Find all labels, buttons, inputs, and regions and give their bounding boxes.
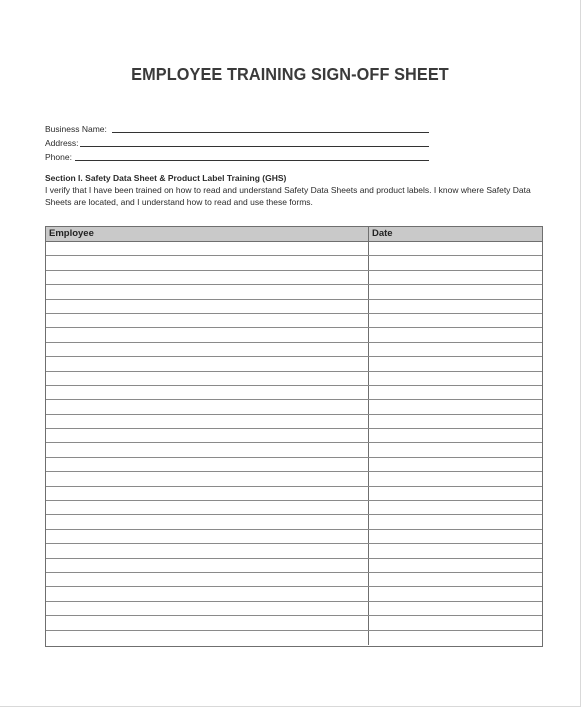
date-cell[interactable]: [369, 328, 542, 341]
table-row: [46, 314, 542, 328]
business-name-label: Business Name:: [45, 124, 107, 134]
address-field: [45, 136, 445, 150]
date-cell[interactable]: [369, 602, 542, 615]
date-cell[interactable]: [369, 429, 542, 442]
section-one: [45, 172, 550, 208]
date-cell[interactable]: [369, 573, 542, 586]
date-cell[interactable]: [369, 357, 542, 370]
phone-label: Phone:: [45, 152, 72, 162]
employee-cell[interactable]: [46, 602, 369, 615]
table-row: [46, 501, 542, 515]
employee-cell[interactable]: [46, 256, 369, 269]
table-row: [46, 400, 542, 414]
date-cell[interactable]: [369, 415, 542, 428]
phone-field: [45, 150, 445, 164]
employee-cell[interactable]: [46, 429, 369, 442]
date-cell[interactable]: [369, 501, 542, 514]
date-cell[interactable]: [369, 400, 542, 413]
employee-cell[interactable]: [46, 415, 369, 428]
date-cell[interactable]: [369, 314, 542, 327]
table-row: [46, 357, 542, 371]
address-label: Address:: [45, 138, 79, 148]
employee-cell[interactable]: [46, 530, 369, 543]
table-row: [46, 530, 542, 544]
table-body: [46, 242, 542, 645]
table-row: [46, 602, 542, 616]
date-cell[interactable]: [369, 515, 542, 528]
date-cell[interactable]: [369, 631, 542, 645]
employee-cell[interactable]: [46, 501, 369, 514]
employee-cell[interactable]: [46, 372, 369, 385]
employee-cell[interactable]: [46, 242, 369, 255]
date-cell[interactable]: [369, 285, 542, 298]
date-cell[interactable]: [369, 458, 542, 471]
date-cell[interactable]: [369, 386, 542, 399]
employee-cell[interactable]: [46, 631, 369, 645]
employee-cell[interactable]: [46, 573, 369, 586]
table-row: [46, 573, 542, 587]
business-info-fields: [45, 122, 445, 164]
date-cell[interactable]: [369, 587, 542, 600]
phone-line[interactable]: [75, 160, 429, 161]
table-row: [46, 544, 542, 558]
date-cell[interactable]: [369, 372, 542, 385]
table-header: [46, 227, 542, 242]
employee-cell[interactable]: [46, 300, 369, 313]
table-row: [46, 328, 542, 342]
table-row: [46, 487, 542, 501]
employee-cell[interactable]: [46, 400, 369, 413]
date-cell[interactable]: [369, 343, 542, 356]
date-cell[interactable]: [369, 616, 542, 629]
table-row: [46, 472, 542, 486]
employee-cell[interactable]: [46, 343, 369, 356]
signoff-table: [45, 226, 543, 647]
table-row: [46, 429, 542, 443]
table-row: [46, 343, 542, 357]
employee-column-header: Employee: [46, 227, 369, 241]
table-row: [46, 271, 542, 285]
employee-cell[interactable]: [46, 314, 369, 327]
employee-cell[interactable]: [46, 487, 369, 500]
employee-cell[interactable]: [46, 544, 369, 557]
address-line[interactable]: [80, 146, 429, 147]
date-cell[interactable]: [369, 559, 542, 572]
employee-cell[interactable]: [46, 458, 369, 471]
table-row: [46, 300, 542, 314]
section-paragraph: I verify that I have been trained on how to read and understand Safety Data Sheets and product labels. I know where Safety Data Sheets are located, and I understand how to read and use these forms.: [45, 185, 531, 207]
table-row: [46, 616, 542, 630]
table-row: [46, 386, 542, 400]
employee-cell[interactable]: [46, 443, 369, 456]
table-row: [46, 443, 542, 457]
employee-cell[interactable]: [46, 357, 369, 370]
table-row: [46, 285, 542, 299]
date-cell[interactable]: [369, 256, 542, 269]
page-title: EMPLOYEE TRAINING SIGN-OFF SHEET: [131, 64, 449, 84]
table-row: [46, 587, 542, 601]
date-column-header: Date: [372, 228, 393, 239]
date-cell[interactable]: [369, 487, 542, 500]
table-row: [46, 458, 542, 472]
employee-cell[interactable]: [46, 472, 369, 485]
business-name-line[interactable]: [112, 132, 429, 133]
employee-cell[interactable]: [46, 285, 369, 298]
employee-cell[interactable]: [46, 559, 369, 572]
date-cell[interactable]: [369, 300, 542, 313]
section-heading: Section I. Safety Data Sheet & Product Label Training (GHS): [45, 173, 287, 183]
table-row: [46, 242, 542, 256]
employee-cell[interactable]: [46, 616, 369, 629]
employee-cell[interactable]: [46, 328, 369, 341]
date-cell[interactable]: [369, 472, 542, 485]
date-cell[interactable]: [369, 242, 542, 255]
table-row: [46, 515, 542, 529]
table-row: [46, 256, 542, 270]
table-row: [46, 372, 542, 386]
table-row: [46, 415, 542, 429]
table-row: [46, 631, 542, 645]
business-name-field: [45, 122, 445, 136]
employee-cell[interactable]: [46, 386, 369, 399]
employee-cell[interactable]: [46, 515, 369, 528]
employee-cell[interactable]: [46, 587, 369, 600]
table-row: [46, 559, 542, 573]
date-cell[interactable]: [369, 530, 542, 543]
employee-cell[interactable]: [46, 271, 369, 284]
date-cell[interactable]: [369, 443, 542, 456]
date-cell[interactable]: [369, 544, 542, 557]
date-cell[interactable]: [369, 271, 542, 284]
